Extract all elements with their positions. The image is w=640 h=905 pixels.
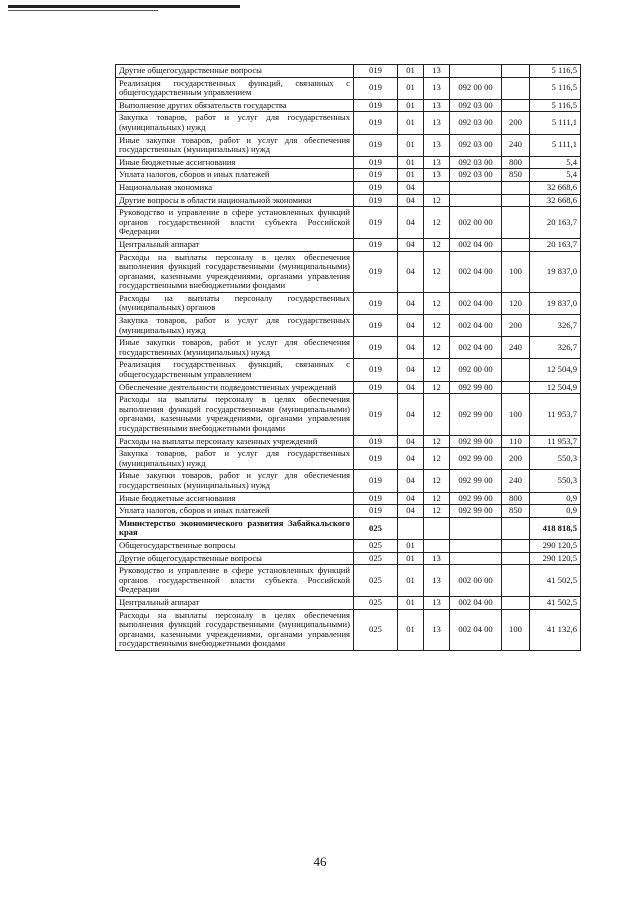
ved-code: 019 bbox=[354, 99, 398, 112]
subsection-code: 12 bbox=[424, 292, 450, 314]
target-article-code: 092 99 00 bbox=[450, 505, 502, 518]
amount: 550,3 bbox=[530, 470, 581, 492]
ved-code: 025 bbox=[354, 517, 398, 539]
header-rule-thin bbox=[8, 10, 158, 11]
row-name: Иные закупки товаров, работ и услуг для обеспечения государственных (муниципальных) нужд bbox=[116, 470, 354, 492]
target-article-code bbox=[450, 552, 502, 565]
table-row bbox=[116, 315, 581, 337]
subsection-code: 12 bbox=[424, 315, 450, 337]
row-name: Реализация государственных функций, связанных с общегосударственным управлением bbox=[116, 77, 354, 99]
target-article-code: 002 04 00 bbox=[450, 609, 502, 650]
expense-type-code: 240 bbox=[502, 470, 530, 492]
table-row bbox=[116, 337, 581, 359]
ved-code: 019 bbox=[354, 505, 398, 518]
expense-type-code: 100 bbox=[502, 251, 530, 292]
ved-code: 019 bbox=[354, 238, 398, 251]
expense-type-code: 120 bbox=[502, 292, 530, 314]
target-article-code: 092 03 00 bbox=[450, 112, 502, 134]
ved-code: 019 bbox=[354, 207, 398, 239]
subsection-code: 12 bbox=[424, 492, 450, 505]
ved-code: 019 bbox=[354, 315, 398, 337]
expense-type-code: 240 bbox=[502, 337, 530, 359]
amount: 41 132,6 bbox=[530, 609, 581, 650]
subsection-code: 12 bbox=[424, 448, 450, 470]
expense-type-code: 200 bbox=[502, 112, 530, 134]
subsection-code: 12 bbox=[424, 470, 450, 492]
header-rule bbox=[8, 5, 240, 8]
ved-code: 025 bbox=[354, 552, 398, 565]
expense-type-code bbox=[502, 552, 530, 565]
table-row bbox=[116, 238, 581, 251]
target-article-code: 092 99 00 bbox=[450, 435, 502, 448]
amount: 20 163,7 bbox=[530, 238, 581, 251]
row-name: Другие вопросы в области национальной экономики bbox=[116, 194, 354, 207]
table-row bbox=[116, 394, 581, 435]
expense-type-code bbox=[502, 565, 530, 597]
subsection-code: 12 bbox=[424, 251, 450, 292]
ved-code: 019 bbox=[354, 156, 398, 169]
ved-code: 019 bbox=[354, 381, 398, 394]
amount: 5 116,5 bbox=[530, 99, 581, 112]
row-name: Расходы на выплаты персоналу в целях обеспечения выполнения функций государственными (муниципальными) органами, казенными учреждениями, органами управления государственными внебюджетными фондами bbox=[116, 609, 354, 650]
target-article-code: 092 99 00 bbox=[450, 381, 502, 394]
amount: 11 953,7 bbox=[530, 435, 581, 448]
target-article-code: 092 99 00 bbox=[450, 394, 502, 435]
subsection-code: 12 bbox=[424, 435, 450, 448]
table-row bbox=[116, 552, 581, 565]
row-name: Реализация государственных функций, связанных с общегосударственным управлением bbox=[116, 359, 354, 381]
row-name: Закупка товаров, работ и услуг для государственных (муниципальных) нужд bbox=[116, 112, 354, 134]
expense-type-code: 800 bbox=[502, 156, 530, 169]
section-code: 01 bbox=[398, 596, 424, 609]
expense-type-code bbox=[502, 194, 530, 207]
amount: 12 504,9 bbox=[530, 359, 581, 381]
amount: 0,9 bbox=[530, 492, 581, 505]
section-code: 04 bbox=[398, 315, 424, 337]
ved-code: 019 bbox=[354, 77, 398, 99]
page-number: 46 bbox=[313, 854, 327, 869]
target-article-code: 002 00 00 bbox=[450, 565, 502, 597]
table-row bbox=[116, 359, 581, 381]
target-article-code bbox=[450, 181, 502, 194]
target-article-code: 002 04 00 bbox=[450, 337, 502, 359]
section-code: 04 bbox=[398, 181, 424, 194]
section-code: 04 bbox=[398, 194, 424, 207]
subsection-code: 13 bbox=[424, 609, 450, 650]
expense-type-code bbox=[502, 99, 530, 112]
section-code: 01 bbox=[398, 112, 424, 134]
target-article-code: 002 04 00 bbox=[450, 315, 502, 337]
subsection-code: 12 bbox=[424, 394, 450, 435]
table-row bbox=[116, 609, 581, 650]
amount: 5,4 bbox=[530, 169, 581, 182]
target-article-code: 092 03 00 bbox=[450, 99, 502, 112]
amount: 0,9 bbox=[530, 505, 581, 518]
ved-code: 019 bbox=[354, 251, 398, 292]
subsection-code: 13 bbox=[424, 565, 450, 597]
expense-type-code: 200 bbox=[502, 448, 530, 470]
target-article-code: 002 04 00 bbox=[450, 238, 502, 251]
section-code: 01 bbox=[398, 156, 424, 169]
expense-type-code: 240 bbox=[502, 134, 530, 156]
row-name: Общегосударственные вопросы bbox=[116, 539, 354, 552]
amount: 550,3 bbox=[530, 448, 581, 470]
table-row bbox=[116, 99, 581, 112]
section-code: 04 bbox=[398, 292, 424, 314]
target-article-code: 092 99 00 bbox=[450, 470, 502, 492]
ved-code: 019 bbox=[354, 65, 398, 78]
subsection-code: 12 bbox=[424, 337, 450, 359]
row-name: Иные бюджетные ассигнования bbox=[116, 156, 354, 169]
ved-code: 019 bbox=[354, 470, 398, 492]
table-row bbox=[116, 251, 581, 292]
expense-type-code: 200 bbox=[502, 315, 530, 337]
ved-code: 019 bbox=[354, 435, 398, 448]
section-code: 01 bbox=[398, 552, 424, 565]
row-name: Иные бюджетные ассигнования bbox=[116, 492, 354, 505]
expense-type-code: 850 bbox=[502, 505, 530, 518]
subsection-code: 13 bbox=[424, 552, 450, 565]
ved-code: 025 bbox=[354, 539, 398, 552]
row-name: Министерство экономического развития Забайкальского края bbox=[116, 517, 354, 539]
amount: 5 111,1 bbox=[530, 112, 581, 134]
row-name: Центральный аппарат bbox=[116, 596, 354, 609]
section-code: 01 bbox=[398, 65, 424, 78]
ved-code: 025 bbox=[354, 596, 398, 609]
amount: 418 818,5 bbox=[530, 517, 581, 539]
row-name: Закупка товаров, работ и услуг для государственных (муниципальных) нужд bbox=[116, 315, 354, 337]
subsection-code: 13 bbox=[424, 134, 450, 156]
subsection-code bbox=[424, 181, 450, 194]
expense-type-code: 850 bbox=[502, 169, 530, 182]
amount: 5,4 bbox=[530, 156, 581, 169]
ved-code: 019 bbox=[354, 181, 398, 194]
target-article-code: 092 03 00 bbox=[450, 169, 502, 182]
section-code: 04 bbox=[398, 435, 424, 448]
table-row bbox=[116, 565, 581, 597]
section-code: 01 bbox=[398, 99, 424, 112]
subsection-code bbox=[424, 539, 450, 552]
target-article-code bbox=[450, 194, 502, 207]
expense-type-code bbox=[502, 517, 530, 539]
section-code: 04 bbox=[398, 448, 424, 470]
section-code: 04 bbox=[398, 207, 424, 239]
subsection-code: 13 bbox=[424, 156, 450, 169]
section-code: 04 bbox=[398, 381, 424, 394]
table-row bbox=[116, 77, 581, 99]
subsection-code: 13 bbox=[424, 112, 450, 134]
subsection-code: 12 bbox=[424, 194, 450, 207]
section-code: 04 bbox=[398, 238, 424, 251]
section-code: 04 bbox=[398, 394, 424, 435]
table-row bbox=[116, 181, 581, 194]
target-article-code bbox=[450, 65, 502, 78]
section-code: 01 bbox=[398, 565, 424, 597]
subsection-code: 13 bbox=[424, 77, 450, 99]
section-code: 01 bbox=[398, 609, 424, 650]
target-article-code: 092 03 00 bbox=[450, 134, 502, 156]
ved-code: 019 bbox=[354, 359, 398, 381]
subsection-code: 13 bbox=[424, 65, 450, 78]
table-row bbox=[116, 505, 581, 518]
ved-code: 019 bbox=[354, 394, 398, 435]
expense-type-code bbox=[502, 77, 530, 99]
subsection-code: 12 bbox=[424, 359, 450, 381]
ved-code: 019 bbox=[354, 169, 398, 182]
section-code bbox=[398, 517, 424, 539]
row-name: Центральный аппарат bbox=[116, 238, 354, 251]
amount: 5 116,5 bbox=[530, 77, 581, 99]
ved-code: 019 bbox=[354, 194, 398, 207]
amount: 5 116,5 bbox=[530, 65, 581, 78]
section-code: 04 bbox=[398, 505, 424, 518]
amount: 290 120,5 bbox=[530, 552, 581, 565]
amount: 12 504,9 bbox=[530, 381, 581, 394]
row-name: Уплата налогов, сборов и иных платежей bbox=[116, 505, 354, 518]
row-name: Обеспечение деятельности подведомственных учреждений bbox=[116, 381, 354, 394]
amount: 290 120,5 bbox=[530, 539, 581, 552]
row-name: Расходы на выплаты персоналу в целях обеспечения выполнения функций государственными (муниципальными) органами, казенными учреждениями, органами управления государственными внебюджетными фондами bbox=[116, 394, 354, 435]
section-code: 01 bbox=[398, 539, 424, 552]
target-article-code: 092 00 00 bbox=[450, 359, 502, 381]
table-row bbox=[116, 65, 581, 78]
table-row bbox=[116, 156, 581, 169]
expense-type-code: 110 bbox=[502, 435, 530, 448]
amount: 32 668,6 bbox=[530, 181, 581, 194]
section-code: 04 bbox=[398, 251, 424, 292]
ved-code: 019 bbox=[354, 492, 398, 505]
subsection-code: 13 bbox=[424, 169, 450, 182]
amount: 326,7 bbox=[530, 337, 581, 359]
subsection-code: 12 bbox=[424, 505, 450, 518]
target-article-code: 092 00 00 bbox=[450, 77, 502, 99]
row-name: Уплата налогов, сборов и иных платежей bbox=[116, 169, 354, 182]
row-name: Расходы на выплаты персоналу казенных учреждений bbox=[116, 435, 354, 448]
section-code: 01 bbox=[398, 77, 424, 99]
amount: 326,7 bbox=[530, 315, 581, 337]
section-code: 04 bbox=[398, 470, 424, 492]
table-row bbox=[116, 596, 581, 609]
row-name: Расходы на выплаты персоналу государственных (муниципальных) органов bbox=[116, 292, 354, 314]
amount: 5 111,1 bbox=[530, 134, 581, 156]
ved-code: 019 bbox=[354, 134, 398, 156]
expense-type-code bbox=[502, 596, 530, 609]
target-article-code: 002 04 00 bbox=[450, 596, 502, 609]
subsection-code: 13 bbox=[424, 596, 450, 609]
row-name: Руководство и управление в сфере установленных функций органов государственной власти субъекта Российской Федерации bbox=[116, 565, 354, 597]
row-name: Национальная экономика bbox=[116, 181, 354, 194]
subsection-code bbox=[424, 517, 450, 539]
section-code: 04 bbox=[398, 492, 424, 505]
row-name: Иные закупки товаров, работ и услуг для обеспечения государственных (муниципальных) нужд bbox=[116, 337, 354, 359]
table-row bbox=[116, 448, 581, 470]
target-article-code: 002 04 00 bbox=[450, 251, 502, 292]
expense-type-code bbox=[502, 65, 530, 78]
amount: 41 502,5 bbox=[530, 596, 581, 609]
amount: 11 953,7 bbox=[530, 394, 581, 435]
table-row bbox=[116, 381, 581, 394]
ved-code: 025 bbox=[354, 565, 398, 597]
section-code: 01 bbox=[398, 169, 424, 182]
section-code: 01 bbox=[398, 134, 424, 156]
row-name: Выполнение других обязательств государства bbox=[116, 99, 354, 112]
subsection-code: 12 bbox=[424, 207, 450, 239]
expense-type-code: 100 bbox=[502, 609, 530, 650]
target-article-code bbox=[450, 517, 502, 539]
expense-type-code bbox=[502, 207, 530, 239]
row-name: Другие общегосударственные вопросы bbox=[116, 65, 354, 78]
amount: 19 837,0 bbox=[530, 292, 581, 314]
ved-code: 019 bbox=[354, 112, 398, 134]
ved-code: 025 bbox=[354, 609, 398, 650]
section-code: 04 bbox=[398, 337, 424, 359]
table-row bbox=[116, 292, 581, 314]
table-row bbox=[116, 207, 581, 239]
ved-code: 019 bbox=[354, 292, 398, 314]
row-name: Руководство и управление в сфере установленных функций органов государственной власти субъекта Российской Федерации bbox=[116, 207, 354, 239]
row-name: Расходы на выплаты персоналу в целях обеспечения выполнения функций государственными (муниципальными) органами, казенными учреждениями, органами управления государственными внебюджетными фондами bbox=[116, 251, 354, 292]
table-row bbox=[116, 169, 581, 182]
amount: 32 668,6 bbox=[530, 194, 581, 207]
target-article-code: 002 00 00 bbox=[450, 207, 502, 239]
target-article-code: 002 04 00 bbox=[450, 292, 502, 314]
subsection-code: 12 bbox=[424, 381, 450, 394]
amount: 20 163,7 bbox=[530, 207, 581, 239]
table-row bbox=[116, 435, 581, 448]
table-row bbox=[116, 112, 581, 134]
expense-type-code: 800 bbox=[502, 492, 530, 505]
expense-type-code: 100 bbox=[502, 394, 530, 435]
table-row bbox=[116, 134, 581, 156]
amount: 41 502,5 bbox=[530, 565, 581, 597]
row-name: Иные закупки товаров, работ и услуг для обеспечения государственных (муниципальных) нужд bbox=[116, 134, 354, 156]
ved-code: 019 bbox=[354, 448, 398, 470]
table-row bbox=[116, 194, 581, 207]
table-row bbox=[116, 517, 581, 539]
expense-type-code bbox=[502, 238, 530, 251]
expense-type-code bbox=[502, 359, 530, 381]
ved-code: 019 bbox=[354, 337, 398, 359]
table-row bbox=[116, 539, 581, 552]
amount: 19 837,0 bbox=[530, 251, 581, 292]
table-row bbox=[116, 470, 581, 492]
subsection-code: 12 bbox=[424, 238, 450, 251]
target-article-code: 092 99 00 bbox=[450, 492, 502, 505]
expense-type-code bbox=[502, 539, 530, 552]
target-article-code bbox=[450, 539, 502, 552]
expense-type-code bbox=[502, 381, 530, 394]
subsection-code: 13 bbox=[424, 99, 450, 112]
target-article-code: 092 03 00 bbox=[450, 156, 502, 169]
row-name: Другие общегосударственные вопросы bbox=[116, 552, 354, 565]
table-row bbox=[116, 492, 581, 505]
row-name: Закупка товаров, работ и услуг для государственных (муниципальных) нужд bbox=[116, 448, 354, 470]
section-code: 04 bbox=[398, 359, 424, 381]
budget-table bbox=[115, 64, 581, 651]
target-article-code: 092 99 00 bbox=[450, 448, 502, 470]
expense-type-code bbox=[502, 181, 530, 194]
